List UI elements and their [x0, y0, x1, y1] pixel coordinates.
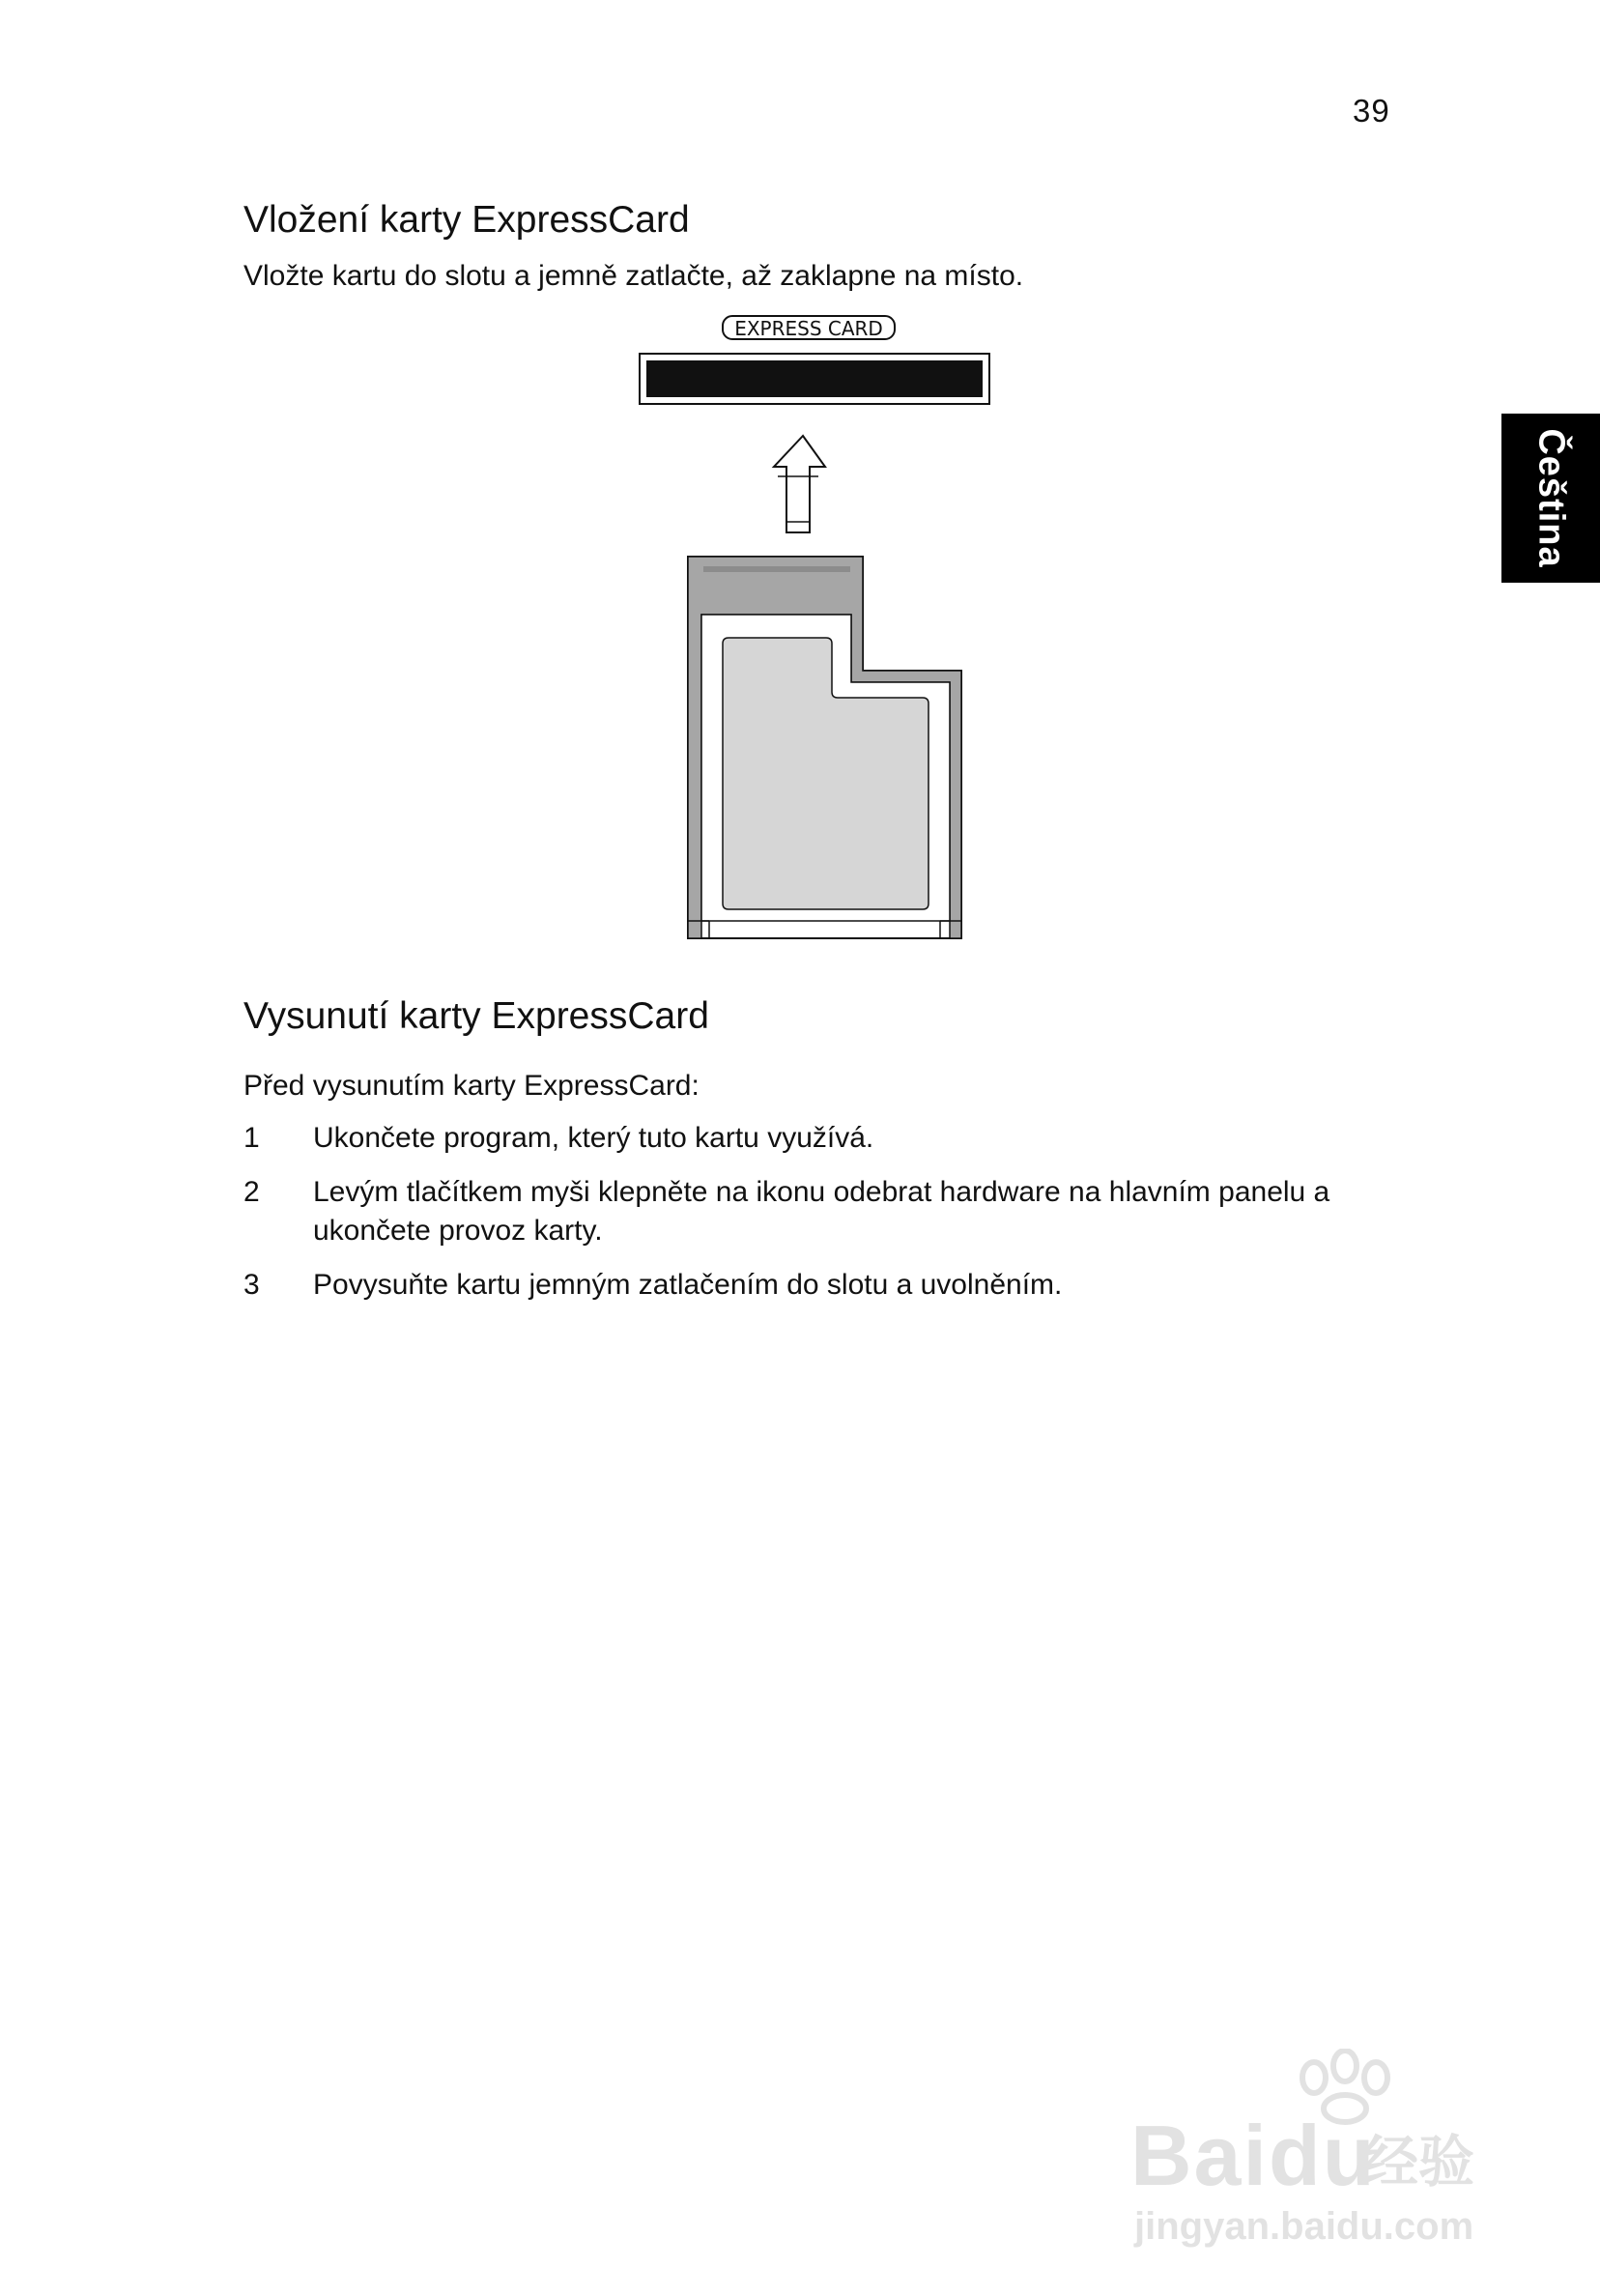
express-card-icon — [688, 557, 961, 938]
step-text: Ukončete program, který tuto kartu využívá. — [313, 1122, 874, 1154]
baidu-watermark — [1130, 2049, 1507, 2256]
step-text: Levým tlačítkem myši klepněte na ikonu odebrat hardware na hlavním panelu a ukončete provoz karty. — [313, 1176, 1330, 1247]
list-item — [243, 1173, 1403, 1250]
language-tab — [1501, 414, 1600, 583]
step-number: 3 — [243, 1269, 260, 1301]
step-number: 2 — [243, 1176, 260, 1208]
watermark-url: jingyan.baidu.com — [1134, 2205, 1474, 2248]
watermark-brand: Baidu — [1130, 2108, 1377, 2203]
list-item — [243, 1119, 1403, 1158]
eject-steps-list — [243, 1119, 1403, 1320]
insert-section-heading: Vložení karty ExpressCard — [243, 199, 690, 241]
step-text: Povysuňte kartu jemným zatlačením do slotu a uvolněním. — [313, 1269, 1063, 1301]
insert-arrow-icon — [774, 436, 825, 532]
page-number: 39 — [1353, 93, 1390, 129]
eject-intro: Před vysunutím karty ExpressCard: — [243, 1070, 700, 1102]
eject-section-heading: Vysunutí karty ExpressCard — [243, 995, 709, 1037]
expresscard-insert-figure — [628, 307, 1014, 945]
list-item — [243, 1266, 1403, 1305]
step-number: 1 — [243, 1122, 260, 1154]
insert-instruction: Vložte kartu do slotu a jemně zatlačte, až zaklapne na místo. — [243, 260, 1024, 292]
language-tab-label: Čeština — [1530, 428, 1572, 568]
watermark-chinese: 经验 — [1362, 2131, 1475, 2194]
express-card-slot-icon — [640, 316, 989, 404]
slot-label: EXPRESS CARD — [734, 317, 883, 340]
